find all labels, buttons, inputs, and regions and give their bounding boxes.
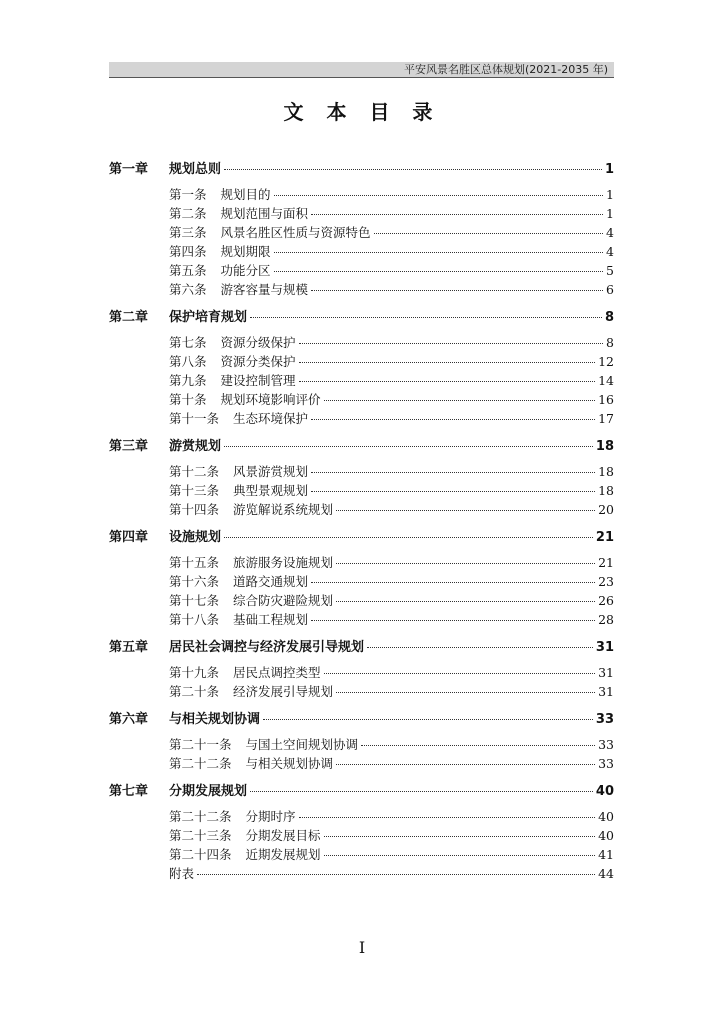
toc-dot-leader xyxy=(224,159,602,170)
toc-dot-leader xyxy=(324,826,596,837)
toc-entry-number: 第七章 xyxy=(109,784,149,799)
toc-article-entry[interactable] xyxy=(169,390,614,409)
toc-entry-label: 居民社会调控与经济发展引导规划 xyxy=(169,640,365,655)
toc-dot-leader xyxy=(224,527,593,538)
running-header-text: 平安风景名胜区总体规划(2021-2035 年) xyxy=(403,63,608,76)
toc-dot-leader xyxy=(336,591,595,602)
toc-chapter-entry[interactable] xyxy=(109,638,614,657)
toc-entry-label: 规划总则 xyxy=(169,162,222,177)
toc-entry-label: 与国土空间规划协调 xyxy=(245,737,359,752)
page-title: 文 本 目 录 xyxy=(283,100,441,124)
toc-entry-number: 第二章 xyxy=(109,310,149,325)
toc-entry-label: 生态环境保护 xyxy=(233,411,309,426)
toc-article-entry[interactable] xyxy=(169,371,614,390)
toc-dot-leader xyxy=(250,781,593,792)
toc-dot-leader xyxy=(274,185,604,196)
toc-chapter-entry[interactable] xyxy=(109,160,614,179)
toc-entry-page: 21 xyxy=(595,530,614,545)
toc-entry-page: 5 xyxy=(606,263,614,278)
toc-dot-leader xyxy=(311,409,595,420)
toc-entry-label: 设施规划 xyxy=(169,530,222,545)
toc-dot-leader xyxy=(197,864,595,875)
toc-entry-label: 分期时序 xyxy=(245,809,296,824)
toc-entry-page: 20 xyxy=(598,502,614,517)
toc-dot-leader xyxy=(324,390,596,401)
toc-entry-number: 第二条 xyxy=(169,206,207,221)
toc-article-entry[interactable] xyxy=(169,735,614,754)
toc-entry-label: 风景游赏规划 xyxy=(233,464,309,479)
toc-entry-page: 18 xyxy=(595,439,614,454)
toc-dot-leader xyxy=(324,663,596,674)
toc-entry-number: 第四章 xyxy=(109,530,149,545)
toc-article-entry[interactable] xyxy=(169,481,614,500)
toc-entry-page: 16 xyxy=(598,392,614,407)
toc-entry-page: 41 xyxy=(598,847,614,862)
toc-dot-leader xyxy=(336,682,595,693)
toc-entry-number: 第十一条 xyxy=(169,411,220,426)
toc-entry-number: 第四条 xyxy=(169,244,207,259)
toc-entry-label: 与相关规划协调 xyxy=(245,756,334,771)
toc-dot-leader xyxy=(274,242,604,253)
toc-entry-label: 旅游服务设施规划 xyxy=(233,555,334,570)
toc-entry-number: 第六章 xyxy=(109,712,149,727)
toc-entry-page: 44 xyxy=(598,866,614,881)
toc-dot-leader xyxy=(336,754,595,765)
toc-entry-label: 近期发展规划 xyxy=(245,847,321,862)
toc-article-entry[interactable] xyxy=(169,663,614,682)
toc-entry-label: 综合防灾避险规划 xyxy=(233,593,334,608)
toc-entry-number: 第二十三条 xyxy=(169,828,232,843)
toc-entry-page: 33 xyxy=(598,756,614,771)
toc-entry-label: 资源分类保护 xyxy=(220,354,296,369)
toc-entry-number: 第十四条 xyxy=(169,502,220,517)
toc-entry-number: 第二十一条 xyxy=(169,737,232,752)
toc-dot-leader xyxy=(311,280,603,291)
toc-dot-leader xyxy=(311,572,595,583)
toc-dot-leader xyxy=(311,204,603,215)
toc-entry-label: 游览解说系统规划 xyxy=(233,502,334,517)
toc-entry-number: 第十九条 xyxy=(169,665,220,680)
toc-entry-label: 规划范围与面积 xyxy=(220,206,309,221)
toc-entry-page: 31 xyxy=(595,640,614,655)
toc-entry-number: 第十条 xyxy=(169,392,207,407)
toc-article-entry[interactable] xyxy=(169,462,614,481)
toc-entry-page: 28 xyxy=(598,612,614,627)
toc-entry-label: 典型景观规划 xyxy=(233,483,309,498)
toc-dot-leader xyxy=(224,436,593,447)
toc-entry-number: 第二十条 xyxy=(169,684,220,699)
toc-entry-page: 33 xyxy=(595,712,614,727)
toc-entry-label: 分期发展规划 xyxy=(169,784,248,799)
toc-entry-label: 规划环境影响评价 xyxy=(220,392,321,407)
toc-dot-leader xyxy=(299,807,596,818)
toc-dot-leader xyxy=(324,845,596,856)
toc-dot-leader xyxy=(311,481,595,492)
toc-entry-page: 12 xyxy=(598,354,614,369)
toc-dot-leader xyxy=(250,307,602,318)
toc-article-entry[interactable] xyxy=(169,280,614,299)
toc-dot-leader xyxy=(299,333,604,344)
toc-article-entry[interactable] xyxy=(169,261,614,280)
toc-entry-page: 21 xyxy=(598,555,614,570)
toc-entry-number: 第十六条 xyxy=(169,574,220,589)
toc-entry-page: 31 xyxy=(598,684,614,699)
toc-article-entry[interactable] xyxy=(169,409,614,428)
toc-chapter-entry[interactable] xyxy=(109,308,614,327)
toc-article-entry[interactable] xyxy=(169,572,614,591)
toc-article-entry[interactable] xyxy=(169,223,614,242)
toc-entry-number: 第一条 xyxy=(169,187,207,202)
toc-entry-page: 4 xyxy=(606,244,614,259)
toc-article-entry[interactable] xyxy=(169,682,614,701)
toc-entry-number: 第一章 xyxy=(109,162,149,177)
toc-entry-page: 4 xyxy=(606,225,614,240)
toc-chapter-entry[interactable] xyxy=(109,437,614,456)
toc-entry-label: 分期发展目标 xyxy=(245,828,321,843)
toc-entry-label: 资源分级保护 xyxy=(220,335,296,350)
toc-chapter-entry[interactable] xyxy=(109,782,614,801)
toc-entry-number: 第六条 xyxy=(169,282,207,297)
toc-chapter-entry[interactable] xyxy=(109,710,614,729)
toc-entry-page: 8 xyxy=(606,335,614,350)
toc-dot-leader xyxy=(361,735,595,746)
toc-entry-number: 第三章 xyxy=(109,439,149,454)
toc-article-entry[interactable] xyxy=(169,333,614,352)
toc-entry-label: 保护培育规划 xyxy=(169,310,248,325)
page-number: I xyxy=(358,938,366,957)
toc-dot-leader xyxy=(367,637,593,648)
toc-entry-label: 经济发展引导规划 xyxy=(233,684,334,699)
toc-entry-page: 40 xyxy=(598,828,614,843)
toc-dot-leader xyxy=(311,610,595,621)
toc-entry-number: 第十三条 xyxy=(169,483,220,498)
toc-dot-leader xyxy=(274,261,604,272)
toc-dot-leader xyxy=(336,500,595,511)
toc-article-entry[interactable] xyxy=(169,553,614,572)
toc-dot-leader xyxy=(336,553,595,564)
toc-entry-number: 第十七条 xyxy=(169,593,220,608)
toc-article-entry[interactable] xyxy=(169,591,614,610)
toc-entry-page: 26 xyxy=(598,593,614,608)
toc-entry-page: 33 xyxy=(598,737,614,752)
toc-dot-leader xyxy=(374,223,604,234)
toc-entry-page: 14 xyxy=(598,373,614,388)
toc-entry-page: 23 xyxy=(598,574,614,589)
toc-entry-page: 6 xyxy=(606,282,614,297)
running-header xyxy=(109,62,614,78)
toc-entry-label: 居民点调控类型 xyxy=(233,665,321,680)
toc-entry-page: 18 xyxy=(598,464,614,479)
toc-entry-number: 第八条 xyxy=(169,354,207,369)
toc-entry-label: 游客容量与规模 xyxy=(220,282,309,297)
toc-article-entry[interactable] xyxy=(169,754,614,773)
toc-entry-label: 道路交通规划 xyxy=(233,574,309,589)
toc-entry-number: 第五章 xyxy=(109,640,149,655)
toc-entry-number: 第十二条 xyxy=(169,464,220,479)
toc-article-entry[interactable] xyxy=(169,807,614,826)
toc-article-entry[interactable] xyxy=(169,204,614,223)
toc-article-entry[interactable] xyxy=(169,185,614,204)
toc-entry-number: 第七条 xyxy=(169,335,207,350)
toc-article-entry[interactable] xyxy=(169,242,614,261)
toc-entry-label: 风景名胜区性质与资源特色 xyxy=(220,225,371,240)
toc-entry-page: 17 xyxy=(598,411,614,426)
toc-entry-page: 1 xyxy=(606,206,614,221)
toc-entry-number: 第二十二条 xyxy=(169,809,232,824)
toc-entry-page: 31 xyxy=(598,665,614,680)
toc-chapter-entry[interactable] xyxy=(109,528,614,547)
toc-entry-label: 规划目的 xyxy=(220,187,271,202)
toc-entry-label: 游赏规划 xyxy=(169,439,222,454)
toc-entry-label: 规划期限 xyxy=(220,244,271,259)
toc-entry-label: 建设控制管理 xyxy=(220,373,296,388)
toc-dot-leader xyxy=(311,462,595,473)
toc-appendix-entry[interactable] xyxy=(169,864,614,883)
toc-article-entry[interactable] xyxy=(169,845,614,864)
toc-entry-label: 附表 xyxy=(169,866,195,881)
toc-entry-label: 功能分区 xyxy=(220,263,271,278)
toc-entry-number: 第十八条 xyxy=(169,612,220,627)
toc-entry-number: 第二十四条 xyxy=(169,847,232,862)
toc-entry-label: 基础工程规划 xyxy=(233,612,309,627)
toc-entry-label: 与相关规划协调 xyxy=(169,712,261,727)
toc-entry-page: 40 xyxy=(595,784,614,799)
toc-dot-leader xyxy=(299,371,596,382)
toc-entry-page: 18 xyxy=(598,483,614,498)
toc-entry-number: 第二十二条 xyxy=(169,756,232,771)
toc-entry-number: 第九条 xyxy=(169,373,207,388)
toc-entry-number: 第五条 xyxy=(169,263,207,278)
toc-entry-page: 1 xyxy=(606,187,614,202)
toc-dot-leader xyxy=(299,352,596,363)
toc-article-entry[interactable] xyxy=(169,352,614,371)
toc-entry-page: 1 xyxy=(604,162,614,177)
toc-entry-page: 8 xyxy=(604,310,614,325)
toc-entry-page: 40 xyxy=(598,809,614,824)
toc-article-entry[interactable] xyxy=(169,610,614,629)
toc-dot-leader xyxy=(263,709,593,720)
toc-entry-number: 第十五条 xyxy=(169,555,220,570)
toc-entry-number: 第三条 xyxy=(169,225,207,240)
toc-article-entry[interactable] xyxy=(169,500,614,519)
toc-article-entry[interactable] xyxy=(169,826,614,845)
